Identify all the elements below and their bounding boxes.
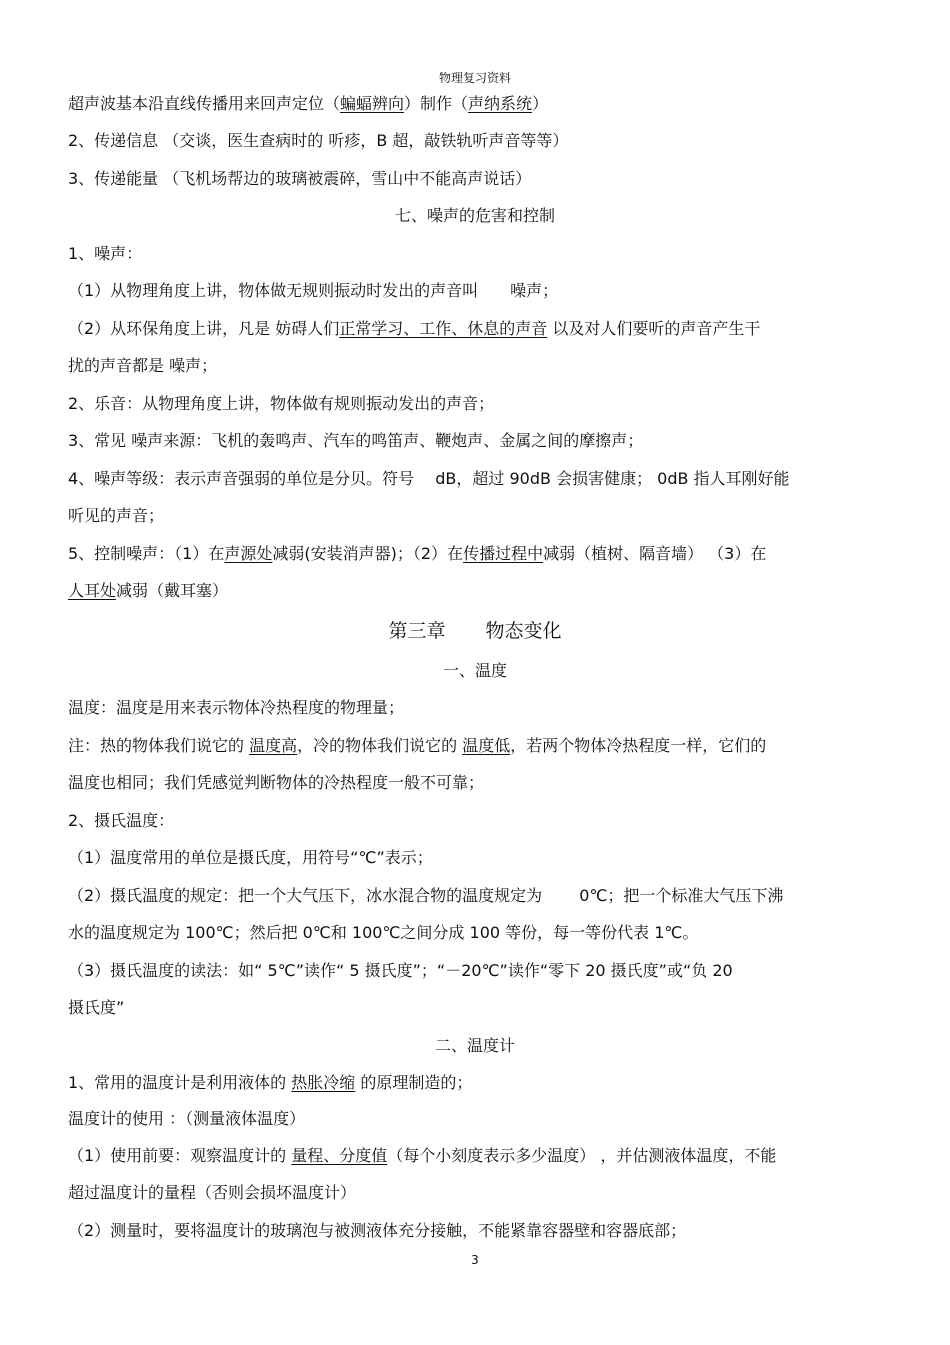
underlined-term: 温度低	[462, 736, 511, 755]
section-heading: 一、温度	[442, 661, 507, 680]
underlined-term: 温度高	[249, 736, 298, 755]
underlined-term: 蝙蝠辨向	[340, 94, 405, 113]
text-line: （1）温度常用的单位是摄氏度，用符号“℃”表示；	[68, 848, 433, 867]
underlined-term: 传播过程中	[463, 544, 544, 563]
section-heading: 七、噪声的危害和控制	[394, 206, 555, 225]
text-line: （2）测量时，要将温度计的玻璃泡与被测液体充分接触，不能紧靠容器壁和容器底部；	[68, 1221, 687, 1240]
text-line: 扰的声音都是 噪声；	[68, 356, 218, 375]
text-line: 5、控制噪声：（1）在声源处减弱(安装消声器)；（2）在传播过程中减弱（植树、隔音墙） （3）在	[68, 544, 767, 563]
text-line: 注：热的物体我们说它的 温度高，冷的物体我们说它的 温度低，若两个物体冷热程度一样，它们的	[68, 736, 767, 755]
text-line: 3、常见 噪声来源：飞机的轰鸣声、汽车的鸣笛声、鞭炮声、金属之间的摩擦声；	[68, 431, 644, 450]
text-line: 4、噪声等级：表示声音强弱的单位是分贝。符号 dB，超过 90dB 会损害健康； 0dB 指人耳刚好能	[68, 469, 790, 488]
page-header: 物理复习资料	[438, 71, 511, 85]
underlined-term: 人耳处	[68, 581, 117, 600]
underlined-term: 声纳系统	[468, 94, 533, 113]
text-line: 人耳处减弱（戴耳塞）	[68, 581, 229, 600]
text-line: 2、摄氏温度：	[68, 811, 175, 830]
text-line: （2）从环保角度上讲，凡是 妨碍人们正常学习、工作、休息的声音 以及对人们要听的声音产生干	[68, 319, 761, 338]
text-line: 温度也相同；我们凭感觉判断物体的冷热程度一般不可靠；	[68, 773, 485, 792]
text-line: （1）从物理角度上讲，物体做无规则振动时发出的声音叫 噪声；	[68, 281, 559, 300]
section-heading: 二、温度计	[434, 1036, 515, 1055]
text-line: 超声波基本沿直线传播用来回声定位（蝙蝠辨向）制作（声纳系统）	[68, 94, 549, 113]
text-line: 温度计的使用 ：（测量液体温度）	[68, 1109, 306, 1128]
text-line: 听见的声音；	[68, 506, 165, 525]
page-number: 3	[471, 1253, 479, 1267]
text-line: 水的温度规定为 100℃；然后把 0℃和 100℃之间分成 100 等份，每一等份代表 1℃。	[68, 923, 699, 942]
chapter-title: 第三章 物态变化	[388, 620, 562, 642]
text-line: 超过温度计的量程（否则会损坏温度计）	[68, 1183, 357, 1202]
text-line: （1）使用前要：观察温度计的 量程、分度值（每个小刻度表示多少温度） ，并估测液体温度，不能	[68, 1146, 777, 1165]
text-line: 2、乐音：从物理角度上讲，物体做有规则振动发出的声音；	[68, 394, 495, 413]
text-line: 1、噪声：	[68, 244, 143, 263]
underlined-term: 热胀冷缩	[291, 1073, 356, 1092]
text-line: 1、常用的温度计是利用液体的 热胀冷缩 的原理制造的；	[68, 1073, 473, 1092]
underlined-term: 正常学习、工作、休息的声音	[339, 319, 548, 338]
text-line: 3、传递能量 （飞机场帮边的玻璃被震碎，雪山中不能高声说话）	[68, 169, 532, 188]
text-line: 摄氏度”	[68, 998, 125, 1017]
text-line: （2）摄氏温度的规定：把一个大气压下，冰水混合物的温度规定为 0℃；把一个标准大气压下沸	[68, 886, 784, 905]
text-line: （3）摄氏温度的读法：如“ 5℃”读作“ 5 摄氏度”；“－20℃”读作“零下 20 摄氏度”或“负 20	[68, 961, 733, 980]
text-line: 2、传递信息 （交谈，医生查病时的 听疹，B 超，敲铁轨听声音等等）	[68, 131, 569, 150]
text-line: 温度：温度是用来表示物体冷热程度的物理量；	[68, 698, 405, 717]
underlined-term: 量程、分度值	[291, 1146, 388, 1165]
underlined-term: 声源处	[224, 544, 273, 563]
